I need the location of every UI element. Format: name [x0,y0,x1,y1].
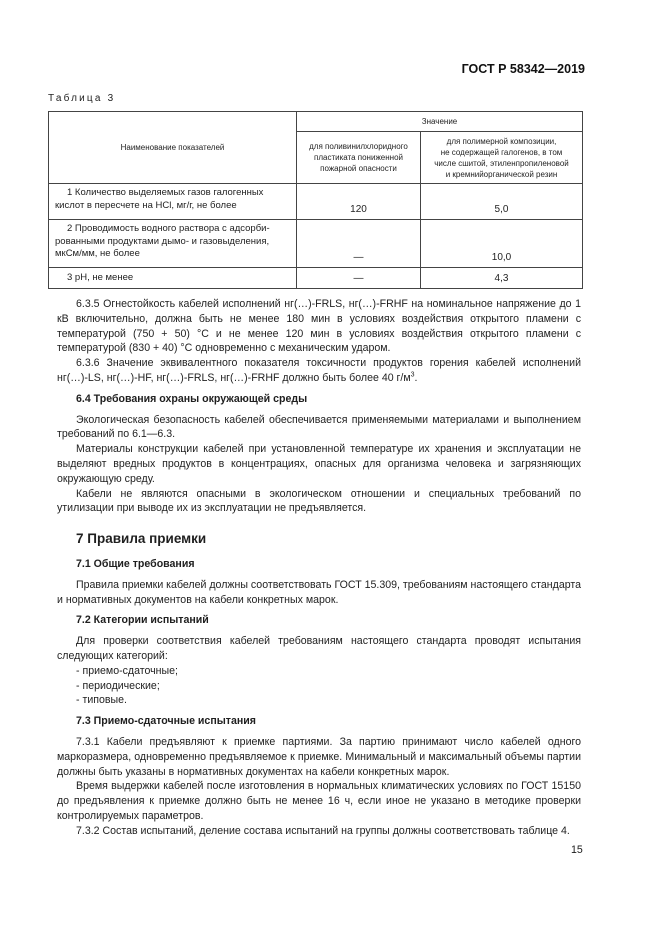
paragraph: Экологическая безопасность кабелей обеспечивается применяемыми материалами и выполнением требований по 6.1—6.3. [57,413,581,441]
table-row [49,268,583,289]
paragraph-7-3-1: 7.3.1 Кабели предъявляют к приемке партиями. За партию принимают число кабелей одного маркоразмера, одновременно предъявляемое к приемке. Минимальный и максимальный объемы партии должны быть указаны в нормативных документах на кабели конкретных марок. [57,735,581,778]
header-pvc: для поливинилхлоридного пластиката пониженной пожарной опасности [297,132,421,184]
list-item: - периодические; [76,679,160,692]
table-row [49,220,583,268]
row-name: 3 pH, не менее [49,268,297,289]
row-polymer-value: 4,3 [421,268,583,289]
list-item: - типовые. [76,694,127,707]
row-polymer-value: 10,0 [421,220,583,268]
row-name: 2 Проводимость водного раствора с адсорби- рованными продуктами дымо- и газовыделения, мкСм/мм, не более [49,220,297,268]
indicators-table [48,111,583,289]
paragraph: Кабели не являются опасными в экологическом отношении и специальных требований по утилизации при выводе их из эксплуатации не предъявляется. [57,487,581,515]
paragraph: Для проверки соответствия кабелей требованиям настоящего стандарта проводят испытания следующих категорий: [57,635,581,662]
paragraph: Правила приемки кабелей должны соответствовать ГОСТ 15.309, требованиям настоящего стандарта и нормативных документов на кабели конкретных марок. [57,578,581,606]
document-body [57,297,581,839]
row-pvc-value: — [297,220,421,268]
header-value: Значение [297,112,583,132]
paragraph-6-3-6: 6.3.6 Значение эквивалентного показателя токсичности продуктов горения кабелей исполнений нг(…)-LS, нг(…)-HF, нг(…)-FRLS, нг(…)-FRHF должно быть более 40 $г/м^3$. [57,357,581,384]
paragraph-7-3-2: 7.3.2 Состав испытаний, деление состава испытаний на группы должны соответствовать таблице 4. [76,824,570,837]
paragraph: Материалы конструкции кабелей при установленной температуре их хранения и эксплуатации не выделяют вредных продуктов в концентрациях, опасных для организма человека и загрязняющих окружающую среду. [57,443,581,485]
row-polymer-value: 5,0 [421,184,583,220]
header-polymer: для полимерной композиции, не содержащей галогенов, в том числе сшитой, этиленпропиленовой и кремнийорганической резин [421,132,583,184]
header-indicator-name: Наименование показателей [49,112,297,184]
paragraph: Время выдержки кабелей после изготовления в нормальных климатических условиях по ГОСТ 15150 до предъявления к приемке должно быть не менее 16 ч, если иное не указано в методике проверки контролируемых параметров. [57,780,581,822]
heading-7-1: 7.1 Общие требования [76,557,195,570]
heading-7-2: 7.2 Категории испытаний [76,614,209,627]
row-name: 1 Количество выделяемых газов галогенных кислот в пересчете на HCl, мг/г, не более [49,184,297,220]
row-pvc-value: 120 [297,184,421,220]
heading-7: 7 Правила приемки [76,531,207,547]
list-item: - приемо-сдаточные; [76,664,178,677]
paragraph-6-3-5: 6.3.5 Огнестойкость кабелей исполнений нг(…)-FRLS, нг(…)-FRHF на номинальное напряжение до 1 кВ включительно, должна быть не менее 180 мин в условиях воздействия открытого пламени с температурой (750 + 50) °С и не менее 120 мин в условиях воздействия открытого пламени с температурой (830 + 40) °С одновременно с механическим ударом. [57,298,581,355]
table-row [49,184,583,220]
heading-6-4: 6.4 Требования охраны окружающей среды [76,392,308,405]
page-number: 15 [571,844,583,856]
table-caption: Таблица 3 [48,93,116,104]
document-code: ГОСТ Р 58342—2019 [461,62,585,76]
heading-7-3: 7.3 Приемо-сдаточные испытания [76,715,256,728]
row-pvc-value: — [297,268,421,289]
